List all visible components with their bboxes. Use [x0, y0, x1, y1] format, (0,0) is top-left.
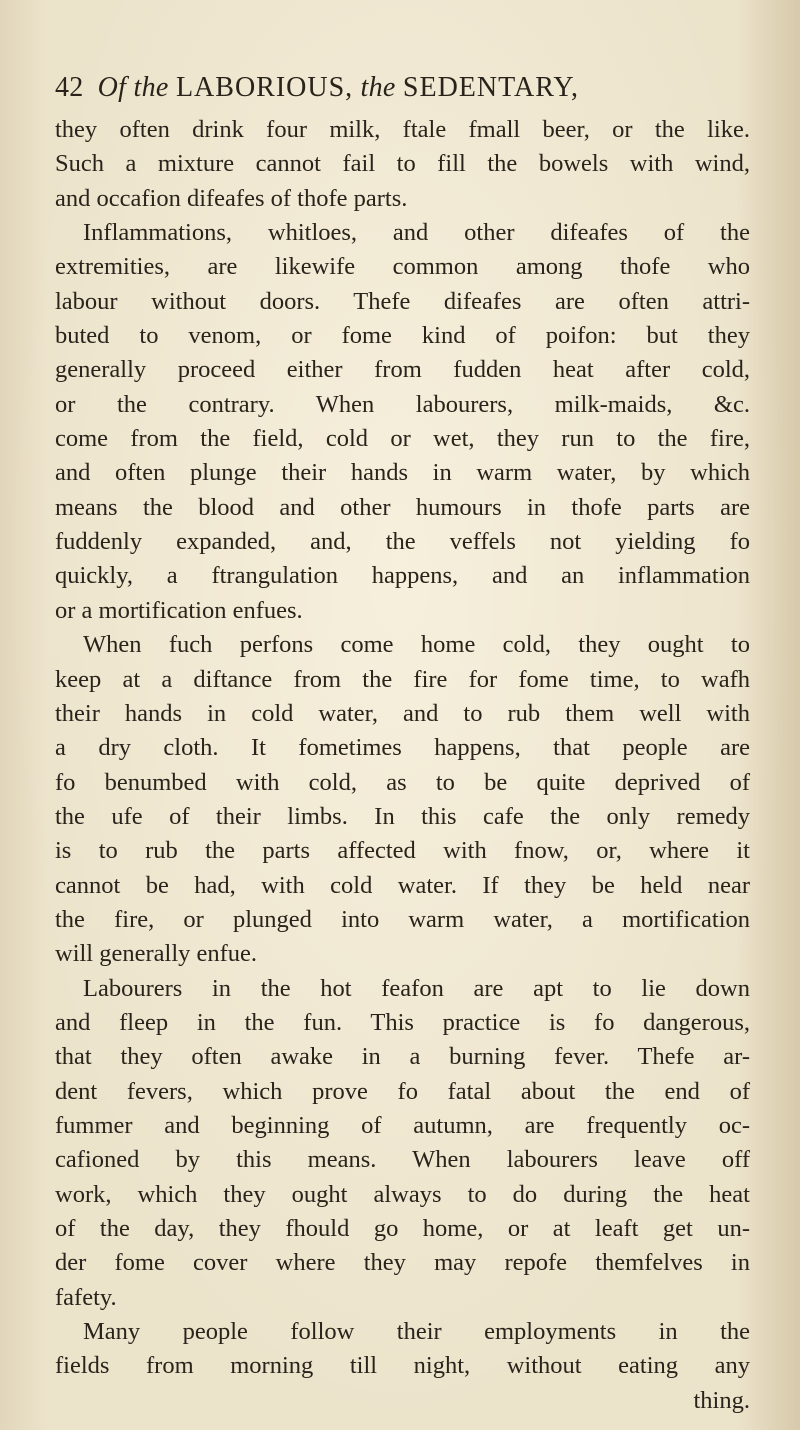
- text-line: dent fevers, which prove fo fatal about the end of: [55, 1077, 750, 1105]
- text-line: buted to venom, or fome kind of poifon: but they: [55, 322, 750, 350]
- text-line: will generally enfue.: [55, 940, 258, 968]
- running-head-the: the: [360, 72, 396, 103]
- running-head: [55, 68, 755, 108]
- running-head-laborious: LABORIOUS,: [175, 72, 354, 103]
- text-line: fields from morning till night, without eating any: [55, 1352, 750, 1380]
- text-line: quickly, a ftrangulation happens, and an inflammation: [55, 562, 750, 590]
- text-line: a dry cloth. It fometimes happens, that people are: [55, 734, 750, 762]
- text-line: the ufe of their limbs. In this cafe the only remedy: [55, 802, 750, 830]
- catchword: thing.: [693, 1386, 750, 1414]
- text-line: When fuch perfons come home cold, they ought to: [83, 631, 750, 659]
- running-head-sedentary: SEDENTARY,: [402, 72, 579, 103]
- text-line: or the contrary. When labourers, milk-maids, &c.: [55, 390, 750, 418]
- text-line: Many people follow their employments in the: [83, 1318, 750, 1346]
- text-line: generally proceed either from fudden heat after cold,: [55, 356, 750, 384]
- text-line: Such a mixture cannot fail to fill the bowels with wind,: [55, 150, 750, 178]
- text-line: keep at a diftance from the fire for fome time, to wafh: [55, 665, 750, 693]
- text-line: and fleep in the fun. This practice is fo dangerous,: [55, 1008, 750, 1036]
- text-line: come from the field, cold or wet, they run to the fire,: [55, 425, 750, 453]
- text-line: cannot be had, with cold water. If they be held near: [55, 871, 750, 899]
- text-line: der fome cover where they may repofe themfelves in: [55, 1249, 750, 1277]
- text-line: work, which they ought always to do during the heat: [55, 1180, 750, 1208]
- text-line: and occafion difeafes of thofe parts.: [55, 184, 408, 212]
- text-line: fummer and beginning of autumn, are frequently oc-: [55, 1111, 750, 1139]
- page-number: 42: [55, 72, 84, 103]
- text-line: and often plunge their hands in warm water, by which: [55, 459, 750, 487]
- text-line: fafety.: [55, 1283, 117, 1311]
- text-line: fuddenly expanded, and, the veffels not yielding fo: [55, 528, 750, 556]
- text-line: means the blood and other humours in thofe parts are: [55, 493, 750, 521]
- text-line: their hands in cold water, and to rub them well with: [55, 699, 750, 727]
- text-line: extremities, are likewife common among thofe who: [55, 253, 750, 281]
- text-line: Inflammations, whitloes, and other difeafes of the: [83, 219, 750, 247]
- text-line: the fire, or plunged into warm water, a mortification: [55, 905, 750, 933]
- text-line: Labourers in the hot feafon are apt to lie down: [83, 974, 750, 1002]
- body-text: [55, 113, 750, 1418]
- text-line: or a mortification enfues.: [55, 596, 303, 624]
- text-line: they often drink four milk, ftale fmall beer, or the like.: [55, 116, 750, 143]
- text-line: of the day, they fhould go home, or at leaft get un-: [55, 1215, 750, 1242]
- text-line: that they often awake in a burning fever. Thefe ar-: [55, 1043, 750, 1071]
- text-line: cafioned by this means. When labourers leave off: [55, 1146, 750, 1174]
- text-line: is to rub the parts affected with fnow, or, where it: [55, 837, 750, 865]
- running-head-of-the: Of the: [97, 72, 169, 103]
- text-line: labour without doors. Thefe difeafes are often attri-: [55, 287, 750, 315]
- text-line: fo benumbed with cold, as to be quite deprived of: [55, 768, 750, 796]
